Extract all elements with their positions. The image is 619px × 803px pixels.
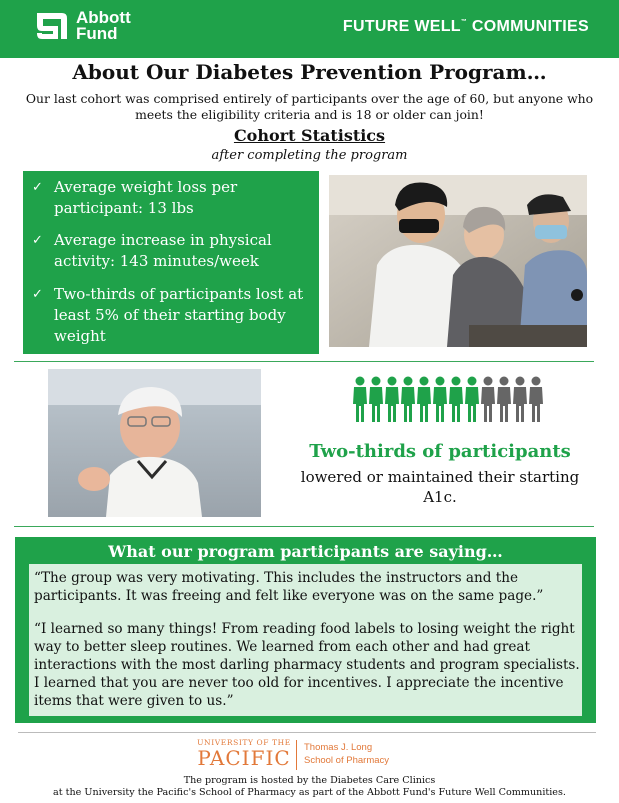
person-icon — [529, 377, 543, 423]
stat-text: Two-thirds of participants lost at least 5% of their starting body weight — [54, 285, 304, 345]
stat-text: Average weight loss per participant: 13 lbs — [54, 178, 238, 217]
person-icon — [417, 377, 431, 423]
header-banner — [0, 0, 619, 58]
participant-photo-image — [48, 369, 261, 517]
uop-small-text: UNIVERSITY OF THE — [197, 738, 291, 747]
person-icon — [401, 377, 415, 423]
person-icon — [353, 377, 367, 423]
check-icon: ✓ — [32, 180, 43, 195]
fwc-trademark: ™ — [460, 19, 468, 25]
fwc-main: FUTURE WELL — [342, 18, 461, 35]
group-photo-image — [329, 175, 587, 347]
stat-text: Average increase in physical activity: 143 minutes/week — [54, 231, 272, 270]
cohort-subheading: after completing the program — [211, 148, 408, 163]
footer-line-2: at the University the Pacific's School of Pharmacy as part of the Abbott Fund's Future Well Communities. — [53, 787, 566, 798]
school-name-line-1: Thomas J. Long — [304, 742, 373, 753]
logo-line-1: Abbott — [76, 8, 131, 27]
people-icon-graphic — [352, 376, 544, 424]
person-icon — [465, 377, 479, 423]
section-divider — [14, 361, 594, 362]
uop-big-text: PACIFIC — [197, 746, 291, 770]
a1c-headline: Two-thirds of participants — [309, 441, 571, 462]
abbott-logo-icon — [34, 9, 70, 43]
person-icon — [385, 377, 399, 423]
footer-line-1: The program is hosted by the Diabetes Care Clinics — [183, 775, 436, 786]
testimonials-panel — [29, 564, 582, 716]
school-name-line-2: School of Pharmacy — [304, 755, 390, 766]
footer-divider — [18, 732, 596, 733]
section-divider — [14, 526, 594, 527]
university-of-the-pacific-logo — [196, 738, 426, 772]
participant-photo — [48, 369, 261, 517]
person-icon — [449, 377, 463, 423]
logo-line-2: Fund — [76, 24, 118, 43]
a1c-text: lowered or maintained their starting A1c. — [300, 468, 580, 506]
check-icon: ✓ — [32, 233, 43, 248]
person-icon — [513, 377, 527, 423]
stats-box — [23, 171, 319, 354]
intro-text: Our last cohort was comprised entirely of participants over the age of 60, but anyone who meets the eligibility criteria and is 18 or older can join! — [25, 91, 594, 122]
person-icon — [497, 377, 511, 423]
check-icon: ✓ — [32, 287, 43, 302]
person-icon — [481, 377, 495, 423]
group-photo — [329, 175, 587, 347]
uop-divider — [296, 740, 297, 770]
fwc-tail: COMMUNITIES — [467, 18, 589, 35]
cohort-heading: Cohort Statistics — [233, 126, 386, 145]
testimonial-quote: “The group was very motivating. This includes the instructors and the participants. It was freeing and felt like everyone was on the same page.” — [34, 570, 544, 604]
footer-text — [0, 775, 619, 799]
testimonial-quote: “I learned so many things! From reading food labels to losing weight the right way to better sleep routines. We learned from each other and had great interactions with the most darling pharmacy students and program specialists. I learned that you are never too old for incentives. I appreciate the incentive items that were given to us.” — [34, 621, 580, 709]
page-title: About Our Diabetes Prevention Program… — [72, 60, 547, 84]
future-well-communities — [343, 18, 589, 36]
testimonials-box — [15, 537, 596, 723]
person-icon — [369, 377, 383, 423]
abbott-fund-logo — [34, 9, 131, 43]
person-icon — [433, 377, 447, 423]
testimonials-heading: What our program participants are saying… — [108, 542, 503, 561]
